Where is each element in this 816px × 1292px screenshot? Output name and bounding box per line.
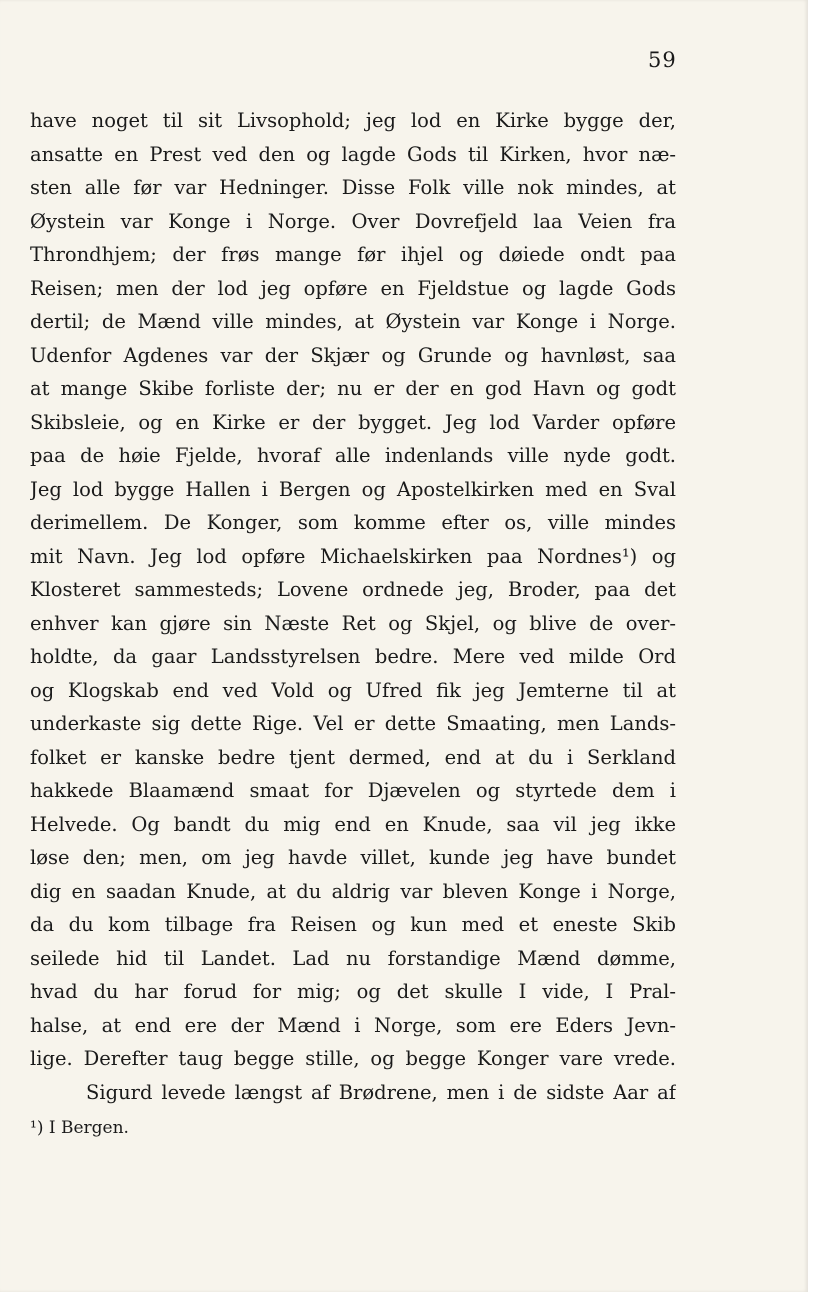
text-line: derimellem. De Konger, som komme efter os, ville mindes bbox=[30, 511, 676, 534]
text-line: dertil; de Mænd ville mindes, at Øystein var Konge i Norge. bbox=[30, 310, 676, 333]
text-line: løse den; men, om jeg havde villet, kunde jeg have bundet bbox=[30, 846, 676, 869]
text-line: Jeg lod bygge Hallen i Bergen og Apostelkirken med en Sval bbox=[30, 477, 676, 501]
text-line: have noget til sit Livsophold; jeg lod en Kirke bygge der, bbox=[30, 109, 676, 132]
text-line: paa de høie Fjelde, hvoraf alle indenlands ville nyde godt. bbox=[30, 444, 676, 467]
text-line: lige. Derefter taug begge stille, og begge Konger vare vrede. bbox=[30, 1047, 676, 1070]
text-line: hakkede Blaamænd smaat for Djævelen og styrtede dem i bbox=[30, 779, 676, 802]
text-line: hvad du har forud for mig; og det skulle I vide, I Pral- bbox=[30, 980, 676, 1003]
text-line: Throndhjem; der frøs mange før ihjel og døiede ondt paa bbox=[30, 243, 676, 266]
text-line: sten alle før var Hedninger. Disse Folk ville nok mindes, at bbox=[30, 176, 676, 199]
text-line: enhver kan gjøre sin Næste Ret og Skjel, og blive de over- bbox=[30, 611, 676, 635]
text-line: da du kom tilbage fra Reisen og kun med et eneste Skib bbox=[30, 913, 676, 936]
text-line: ansatte en Prest ved den og lagde Gods til Kirken, hvor næ- bbox=[30, 142, 676, 166]
text-line: og Klogskab end ved Vold og Ufred fik jeg Jemterne til at bbox=[30, 678, 676, 702]
body-text bbox=[30, 104, 676, 1109]
text-line: dig en saadan Knude, at du aldrig var bleven Konge i Norge, bbox=[30, 879, 676, 903]
text-line: at mange Skibe forliste der; nu er der en god Havn og godt bbox=[30, 377, 676, 400]
text-line: Sigurd levede længst af Brødrene, men i de sidste Aar af bbox=[86, 1080, 676, 1104]
page-number: 59 bbox=[648, 48, 677, 72]
text-line: halse, at end ere der Mænd i Norge, som ere Eders Jevn- bbox=[30, 1013, 676, 1037]
text-line: seilede hid til Landet. Lad nu forstandige Mænd dømme, bbox=[30, 946, 676, 970]
text-line: Øystein var Konge i Norge. Over Dovrefjeld laa Veien fra bbox=[30, 209, 676, 233]
text-line: Skibsleie, og en Kirke er der bygget. Jeg lod Varder opføre bbox=[30, 410, 676, 434]
footnote: ¹) I Bergen. bbox=[30, 1118, 129, 1138]
text-line: holdte, da gaar Landsstyrelsen bedre. Mere ved milde Ord bbox=[30, 645, 676, 668]
text-line: Udenfor Agdenes var der Skjær og Grunde og havnløst, saa bbox=[30, 343, 676, 367]
text-line: underkaste sig dette Rige. Vel er dette Smaating, men Lands- bbox=[30, 712, 676, 735]
text-line: mit Navn. Jeg lod opføre Michaelskirken paa Nordnes¹) og bbox=[30, 544, 676, 568]
text-line: Helvede. Og bandt du mig end en Knude, saa vil jeg ikke bbox=[30, 812, 676, 836]
text-line: Reisen; men der lod jeg opføre en Fjeldstue og lagde Gods bbox=[30, 276, 676, 300]
text-line: Klosteret sammesteds; Lovene ordnede jeg, Broder, paa det bbox=[30, 578, 676, 601]
page-edge bbox=[808, 0, 816, 1292]
text-line: folket er kanske bedre tjent dermed, end at du i Serkland bbox=[30, 745, 676, 769]
